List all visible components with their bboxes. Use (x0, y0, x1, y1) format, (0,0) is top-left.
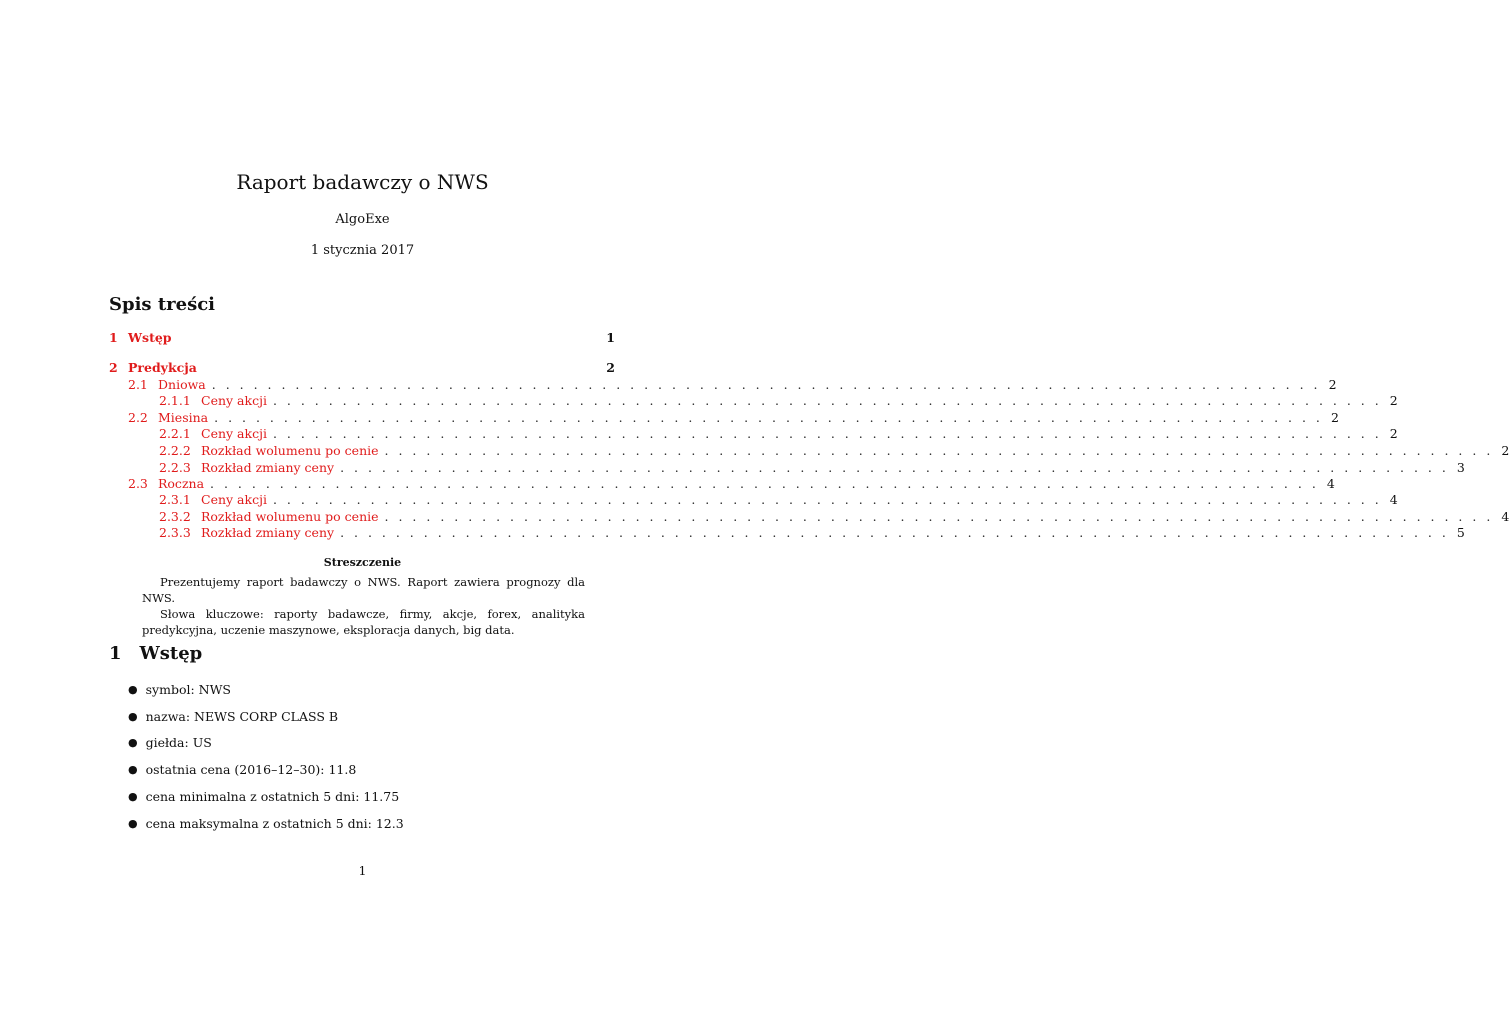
document-author: AlgoExe (335, 212, 390, 227)
toc-entry-page[interactable]: 3 (1456, 460, 1465, 475)
toc-leader-dots: . . . . . . . . . . . . . . . . . . . . . . . . . . . . . . . . . . . . . . . . . . . . . . . . . . . . . . . . . . . . . . . . . . . . . . . . . . . . . . . . (340, 460, 1449, 475)
toc-entry-label[interactable]: Ceny akcji (201, 492, 267, 507)
document-date: 1 stycznia 2017 (310, 243, 415, 258)
toc-heading: Spis treści (109, 294, 216, 315)
bullet-icon: ● (128, 790, 138, 804)
toc-entry[interactable] (109, 393, 1398, 409)
list-item-text: nazwa: NEWS CORP CLASS B (145, 708, 339, 724)
toc-leader-dots: . . . . . . . . . . . . . . . . . . . . . . . . . . . . . . . . . . . . . . . . . . . . . . . . . . . . . . . . . . . . . . . . . . . . . . . . . . . . . . . . (272, 426, 1382, 441)
abstract (142, 574, 585, 638)
toc-entry[interactable] (109, 492, 1398, 508)
toc-entry[interactable] (109, 377, 1337, 393)
toc-entry-page[interactable]: 2 (1389, 426, 1398, 441)
list-item-text: giełda: US (145, 735, 212, 751)
page-number: 1 (358, 863, 367, 878)
list-item-text: cena minimalna z ostatnich 5 dni: 11.75 (145, 789, 400, 805)
bullet-icon: ● (128, 682, 138, 696)
toc-entry[interactable] (109, 509, 1509, 525)
list-item (128, 810, 404, 837)
toc-entry-number[interactable]: 2.3.2 (159, 509, 191, 524)
toc-entry-number[interactable]: 2.2 (128, 410, 148, 425)
toc-leader-dots: . . . . . . . . . . . . . . . . . . . . . . . . . . . . . . . . . . . . . . . . . . . . . . . . . . . . . . . . . . . . . . . . . . . . . . . . . . . . . . . . (211, 377, 1321, 392)
toc-entry[interactable] (109, 460, 1465, 476)
toc-entry-page[interactable]: 5 (1456, 525, 1465, 540)
list-item-text: cena maksymalna z ostatnich 5 dni: 12.3 (145, 815, 404, 831)
toc-entry-label[interactable]: Dniowa (158, 377, 206, 392)
toc-entry-page[interactable]: 2 (1501, 443, 1509, 458)
toc-entry-label[interactable]: Predykcja (128, 360, 197, 375)
toc-leader-dots: . . . . . . . . . . . . . . . . . . . . . . . . . . . . . . . . . . . . . . . . . . . . . . . . . . . . . . . . . . . . . . . . . . . . . . . . . . . . . . . . (272, 393, 1382, 408)
section-heading (109, 643, 202, 664)
toc-entry[interactable] (109, 476, 1335, 492)
toc-entry[interactable] (109, 426, 1398, 442)
toc-entry-label[interactable]: Miesina (158, 410, 209, 425)
toc-entry[interactable] (109, 410, 1339, 426)
toc-entry-page[interactable]: 4 (1326, 476, 1335, 491)
toc-entry-page[interactable]: 2 (606, 360, 615, 375)
toc-entry-label[interactable]: Ceny akcji (201, 426, 267, 441)
bullet-icon: ● (128, 816, 138, 830)
abstract-paragraph: Prezentujemy raport badawczy o NWS. Raport zawiera prognozy dla NWS. (142, 575, 585, 605)
toc-entry-number[interactable]: 2.2.2 (159, 443, 191, 458)
toc-entry-label[interactable]: Rozkład wolumenu po cenie (201, 443, 379, 458)
list-item (128, 703, 404, 730)
toc-entry-number[interactable]: 2.3.1 (159, 492, 191, 507)
toc-entry[interactable] (109, 525, 1465, 541)
toc-entry[interactable] (109, 443, 1509, 459)
toc-entry-number[interactable]: 2.2.3 (159, 460, 191, 475)
toc-entry-number[interactable]: 2.1.1 (159, 393, 191, 408)
toc-entry[interactable] (109, 360, 615, 376)
toc-leader-dots: . . . . . . . . . . . . . . . . . . . . . . . . . . . . . . . . . . . . . . . . . . . . . . . . . . . . . . . . . . . . . . . . . . . . . . . . . . . . . . . . (210, 476, 1319, 491)
section-number: 1 (109, 643, 122, 664)
toc-entry-page[interactable]: 2 (1330, 410, 1339, 425)
abstract-title: Streszczenie (323, 556, 402, 569)
toc-entry-number[interactable]: 2.1 (128, 377, 148, 392)
toc-entry-number[interactable]: 1 (109, 330, 118, 345)
toc-entry-label[interactable]: Rozkład zmiany ceny (201, 525, 335, 540)
toc-leader-dots: . . . . . . . . . . . . . . . . . . . . . . . . . . . . . . . . . . . . . . . . . . . . . . . . . . . . . . . . . . . . . . . . . . . . . . . . . . . . . . . . (214, 410, 1323, 425)
list-item (128, 730, 404, 757)
list-item (128, 756, 404, 783)
toc-entry[interactable] (109, 330, 615, 346)
toc-entry-number[interactable]: 2 (109, 360, 118, 375)
toc-entry-number[interactable]: 2.3 (128, 476, 148, 491)
toc-entry-page[interactable]: 4 (1501, 509, 1509, 524)
bullet-icon: ● (128, 763, 138, 777)
bullet-icon: ● (128, 709, 138, 723)
bullet-icon: ● (128, 736, 138, 750)
toc-leader-dots: . . . . . . . . . . . . . . . . . . . . . . . . . . . . . . . . . . . . . . . . . . . . . . . . . . . . . . . . . . . . . . . . . . . . . . . . . . . . . . . . (272, 492, 1382, 507)
list-item-text: ostatnia cena (2016–12–30): 11.8 (145, 762, 357, 778)
list-item (128, 676, 404, 703)
toc-leader-dots: . . . . . . . . . . . . . . . . . . . . . . . . . . . . . . . . . . . . . . . . . . . . . . . . . . . . . . . . . . . . . . . . . . . . . . . . . . . . . . . . (384, 509, 1494, 524)
toc-leader-dots: . . . . . . . . . . . . . . . . . . . . . . . . . . . . . . . . . . . . . . . . . . . . . . . . . . . . . . . . . . . . . . . . . . . . . . . . . . . . . . . . (340, 525, 1449, 540)
list-item (128, 783, 404, 810)
toc-leader-dots: . . . . . . . . . . . . . . . . . . . . . . . . . . . . . . . . . . . . . . . . . . . . . . . . . . . . . . . . . . . . . . . . . . . . . . . . . . . . . . . . (384, 443, 1494, 458)
toc-entry-label[interactable]: Rozkład wolumenu po cenie (201, 509, 379, 524)
toc-entry-page[interactable]: 4 (1389, 492, 1398, 507)
toc-entry-page[interactable]: 2 (1389, 393, 1398, 408)
list-item-text: symbol: NWS (145, 681, 231, 697)
toc-entry-number[interactable]: 2.3.3 (159, 525, 191, 540)
document-title: Raport badawczy o NWS (236, 170, 489, 194)
keywords-paragraph: Słowa kluczowe: raporty badawcze, firmy, akcje, forex, analityka predykcyjna, uczenie maszynowe, eksploracja danych, big data. (142, 607, 585, 637)
toc-entry-label[interactable]: Roczna (158, 476, 205, 491)
toc-entry-page[interactable]: 2 (1328, 377, 1337, 392)
toc-entry-label[interactable]: Rozkład zmiany ceny (201, 460, 335, 475)
section-title: Wstęp (139, 643, 203, 664)
toc-entry-number[interactable]: 2.2.1 (159, 426, 191, 441)
toc-entry-page[interactable]: 1 (606, 330, 615, 345)
info-list (128, 676, 404, 837)
toc-entry-label[interactable]: Ceny akcji (201, 393, 267, 408)
toc-entry-label[interactable]: Wstęp (128, 330, 172, 345)
